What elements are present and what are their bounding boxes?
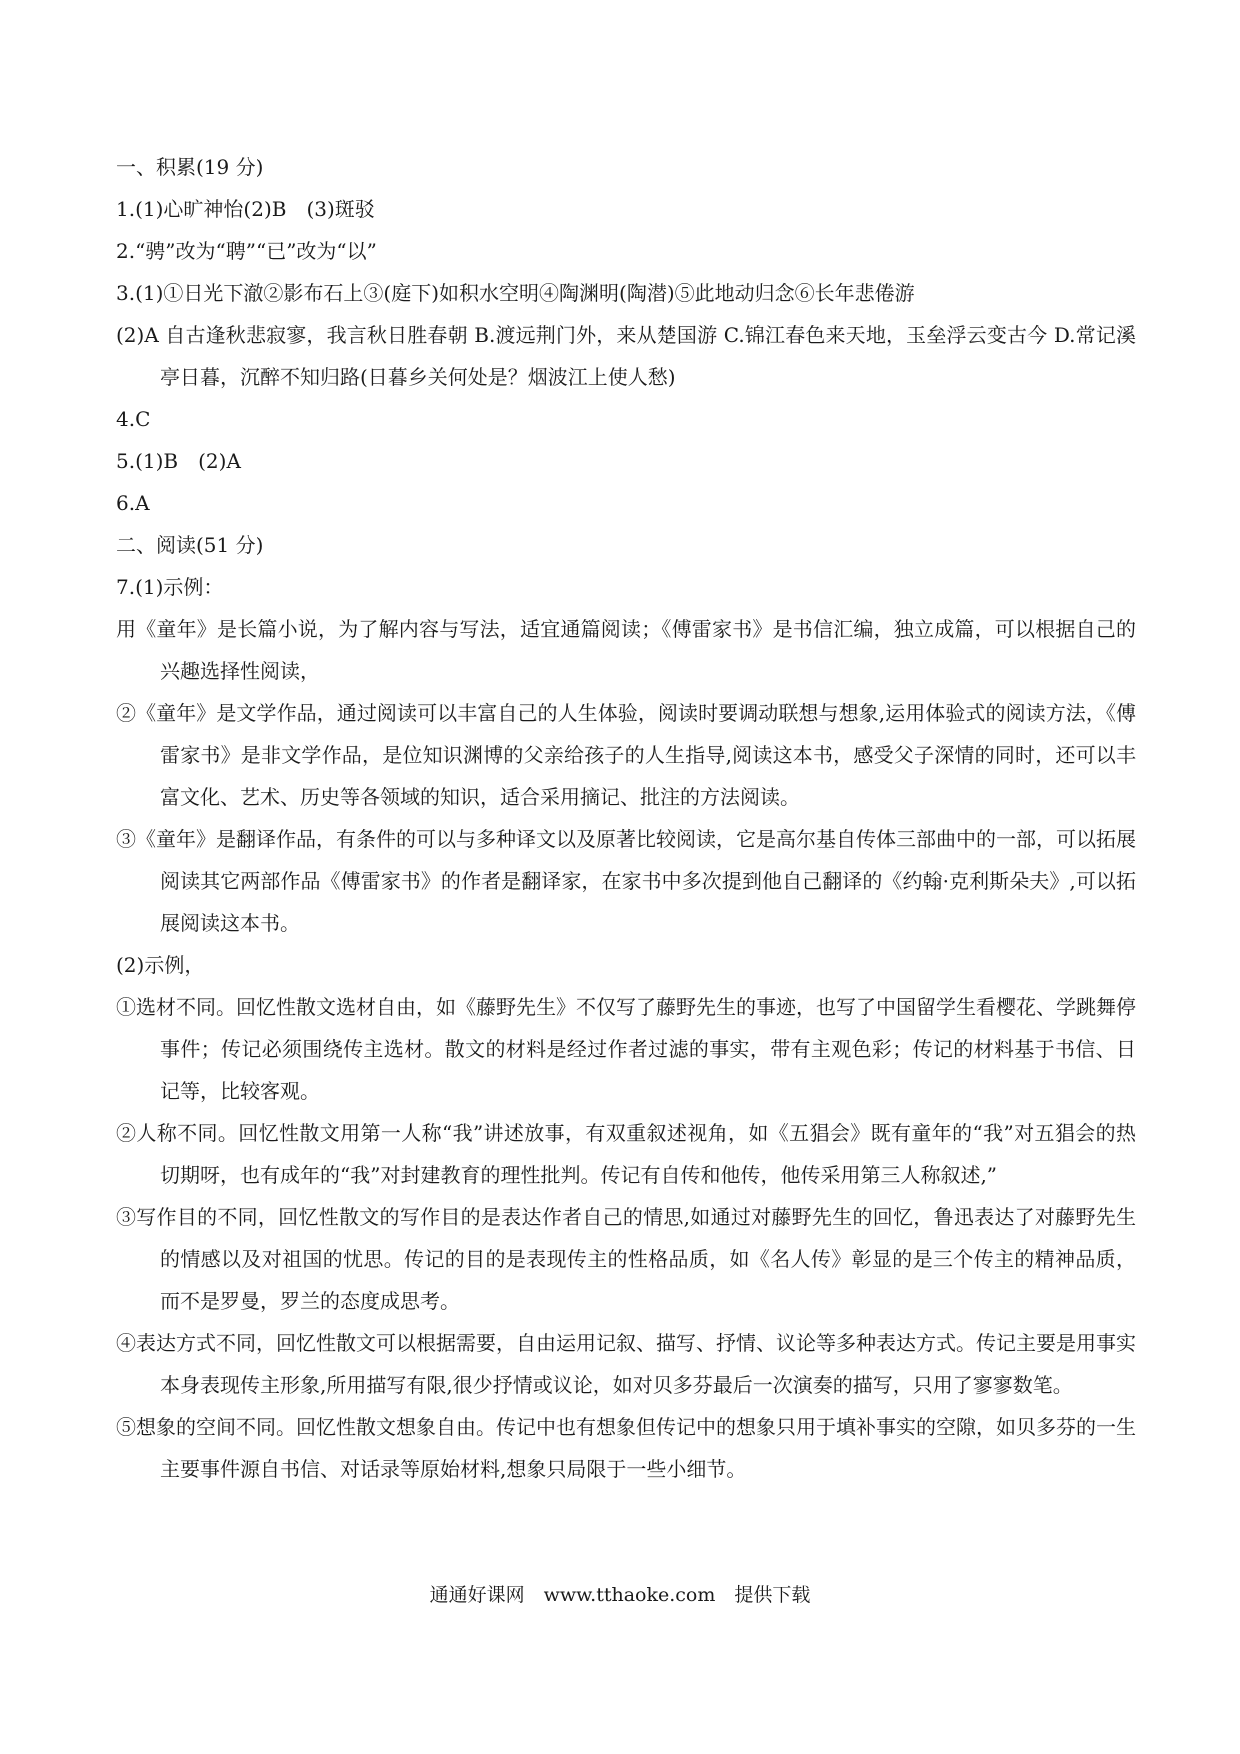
answer-paragraph-7-1-b: ②《童年》是文学作品，通过阅读可以丰富自己的人生体验，阅读时要调动联想与想象,运用体验式的阅读方法，《傅雷家书》是非文学作品，是位知识渊博的父亲给孩子的人生指导,阅读这本书，感受父子深情的同时，还可以丰富文化、艺术、历史等各领域的知识，适合采用摘记、批注的方法阅读。 xyxy=(116,701,1136,809)
answer-content xyxy=(116,146,1136,1490)
answer-paragraph-7-1-c: ③《童年》是翻译作品，有条件的可以与多种译文以及原著比较阅读，它是高尔基自传体三部曲中的一部，可以拓展阅读其它两部作品《傅雷家书》的作者是翻译家，在家书中多次提到他自己翻译的《约翰·克利斯朵夫》,可以拓展阅读这本书。 xyxy=(116,827,1136,935)
answer-paragraph-7-2-a: ①选材不同。回忆性散文选材自由，如《藤野先生》不仅写了藤野先生的事迹，也写了中国留学生看樱花、学跳舞停事件；传记必须围绕传主选材。散文的材料是经过作者过滤的事实，带有主观色彩；传记的材料基于书信、日记等，比较客观。 xyxy=(116,995,1136,1103)
answer-paragraph-7-2-e: ⑤想象的空间不同。回忆性散文想象自由。传记中也有想象但传记中的想象只用于填补事实的空隙，如贝多芬的一生主要事件源自书信、对话录等原始材料,想象只局限于一些小细节。 xyxy=(116,1415,1136,1481)
answer-line-7-1: 7.(1)示例： xyxy=(116,575,224,599)
answer-paragraph-7-1-a: 用《童年》是长篇小说，为了解内容与写法，适宜通篇阅读；《傅雷家书》是书信汇编，独立成篇，可以根据自己的兴趣选择性阅读， xyxy=(116,617,1136,683)
page-footer: 通通好课网 www.tthaoke.com 提供下载 xyxy=(429,1584,811,1606)
answer-paragraph-7-2-d: ④表达方式不同，回忆性散文可以根据需要，自由运用记叙、描写、抒情、议论等多种表达方式。传记主要是用事实本身表现传主形象,所用描写有限,很少抒情或议论，如对贝多芬最后一次演奏的描写，只用了寥寥数笔。 xyxy=(116,1331,1136,1397)
answer-line-1: 1.(1)心旷神怡(2)B (3)斑驳 xyxy=(116,197,375,221)
section-heading-accumulation: 一、积累(19 分) xyxy=(116,155,264,179)
answer-line-6: 6.A xyxy=(116,491,150,515)
section-heading-reading: 二、阅读(51 分) xyxy=(116,533,264,557)
answer-line-3-1: 3.(1)①日光下澈②影布石上③(庭下)如积水空明④陶渊明(陶潜)⑤此地动归念⑥长年悲倦游 xyxy=(116,281,915,305)
answer-line-5: 5.(1)B (2)A xyxy=(116,449,241,473)
answer-line-2: 2.“骋”改为“聘”“已”改为“以” xyxy=(116,239,377,263)
answer-line-7-2: (2)示例， xyxy=(116,953,205,977)
answer-paragraph-7-2-b: ②人称不同。回忆性散文用第一人称“我”讲述放事，有双重叙述视角，如《五猖会》既有童年的“我”对五猖会的热切期呀，也有成年的“我”对封建教育的理性批判。传记有自传和他传，他传采用第三人称叙述,” xyxy=(116,1121,1136,1187)
answer-line-4: 4.C xyxy=(116,407,151,431)
answer-paragraph-7-2-c: ③写作目的不同，回忆性散文的写作目的是表达作者自己的情思,如通过对藤野先生的回忆，鲁迅表达了对藤野先生的情感以及对祖国的忧思。传记的目的是表现传主的性格品质，如《名人传》彰显的是三个传主的精神品质，而不是罗曼，罗兰的态度成思考。 xyxy=(116,1205,1136,1313)
answer-line-3-2: (2)A 自古逢秋悲寂寥，我言秋日胜春朝 B.渡远荆门外，来从楚国游 C.锦江春色来天地，玉垒浮云变古今 D.常记溪亭日暮，沉醉不知归路(日暮乡关何处是？烟波江上使人愁) xyxy=(116,323,1136,389)
